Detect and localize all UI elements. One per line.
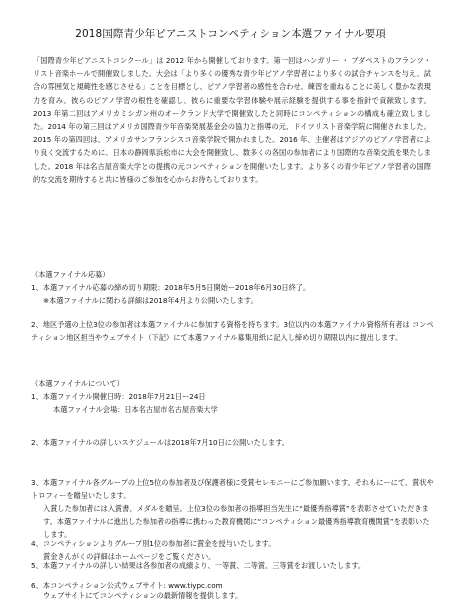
final-item-6-note: ウェブサイトにてコンペティションの最新情報を提供します。 <box>43 590 243 600</box>
final-item-1-venue: 本選ファイナル会場：日本名古屋市名古屋音楽大学 <box>53 405 218 414</box>
final-item-4-detail: 賞金きんがくの詳細はホームページをご覧ください。 <box>43 552 216 561</box>
final-item-5: 5、本選ファイナルの詳しい結果は各参加者の成績より、一等賞、二等賞、三等賞をお渡しいたします。 <box>31 561 366 570</box>
apply-item-2: 2、地区予選の上位3位の参加者は本選ファイナルに参加する資格を持ちます。3位以内の本選ファイナル資格所有者は コンペティション地区担当やウェブサイト（下記）にて本選ファイナル募集用紙に記入し締め切り期限以内に提出します。 <box>31 320 434 342</box>
final-heading: （本選ファイナルについて） <box>31 379 124 388</box>
final-item-4-prize: 4、コンペティションよりグループ別1位の参加者に賞金を授与いたします。 <box>31 539 276 548</box>
final-item-3-awards: 入賞した参加者には入賞書、メダルを贈呈。上位3位の参加者の指導担当先生に“最優秀指導賞”を表彰させていただきます。本選ファイナルに進出した参加者の指導に携わった教育機関に“コンペティション最優秀指導教育機関賞”を表彰いたします。 <box>43 504 430 539</box>
document-title: 2018国際青少年ピアニストコンペティション本選ファイナル要項 <box>75 28 386 40</box>
apply-section <box>31 268 435 307</box>
apply-item-1: 1、本選ファイナル応募の締め切り期限：2018年5月5日開始ー2018年6月30日終了。 <box>31 283 311 292</box>
final-section-schedule <box>31 377 435 416</box>
final-item-1-date: 1、本選ファイナル開催日時：2018年7月21日ー24日 <box>31 392 206 401</box>
apply-item-1-note: ※本選ファイナルに関わる詳細は2018年4月より公開いたします。 <box>43 296 258 305</box>
final-item-6-website: 6、本コンペティション公式ウェブサイト: www.tiypc.com <box>31 581 223 590</box>
apply-heading: （本選ファイナル応募） <box>31 270 110 279</box>
final-item-3 <box>31 476 435 541</box>
final-item-3-ceremony: 3、本選ファイナル各グループの上位5位の参加者及び保護者様に受賞セレモニーにご参加願います。それもにーにて、賞状やトロフィーを贈呈いたします。 <box>31 478 434 500</box>
final-item-6 <box>31 581 435 600</box>
intro-paragraph: 「国際青少年ピアニストコンクール」は 2012 年から開催しております。第一回はハンガリー ・ ブダペストのフランツ・リスト音楽ホールで開催致しました。大会は「より多くの優秀な青少年ピアノ学習者により多くの試合チャンスを与え、試合の雰囲気と規範性を感じさせる」ことを目標とし、ピアノ学習者の感性を合わせ、練習を重ねることに美しく豊かな表現力を育み、彼らのピアノ学習の根性を確認し、彼らに重要な学習体験や展示経験を提供する事を指針で貢献致します。2013 年第二回はアメリカミシガン州のオークランド大学で開催致したと同時にコンペティションの構成も確立致しました。2014 年の第三回はアメリカ国際青少年音楽発展基金会の協力と指導の元、ドイツリスト音楽学院に開催されました。2015 年の第四回は、アメリカサンフランシスコ音楽学院で開かれました。2016 年、主催者はアジアのピアノ学習者により良く交流するために、日本の静岡県浜松市に大会を開催致し、数多くの各国の参加者により国際的な音楽交流を果たしました。2018 年は名古屋音楽大学との提携の元コンペティションを開催いたします。より多くの青少年ピアノ学習者の国際的な交流を期待すると共に皆様のご参加を心からお待ちしております。 <box>33 56 431 184</box>
final-item-2: 2、本選ファイナルの詳しいスケジュールは2018年7月10日に公開いたします。 <box>31 438 289 447</box>
